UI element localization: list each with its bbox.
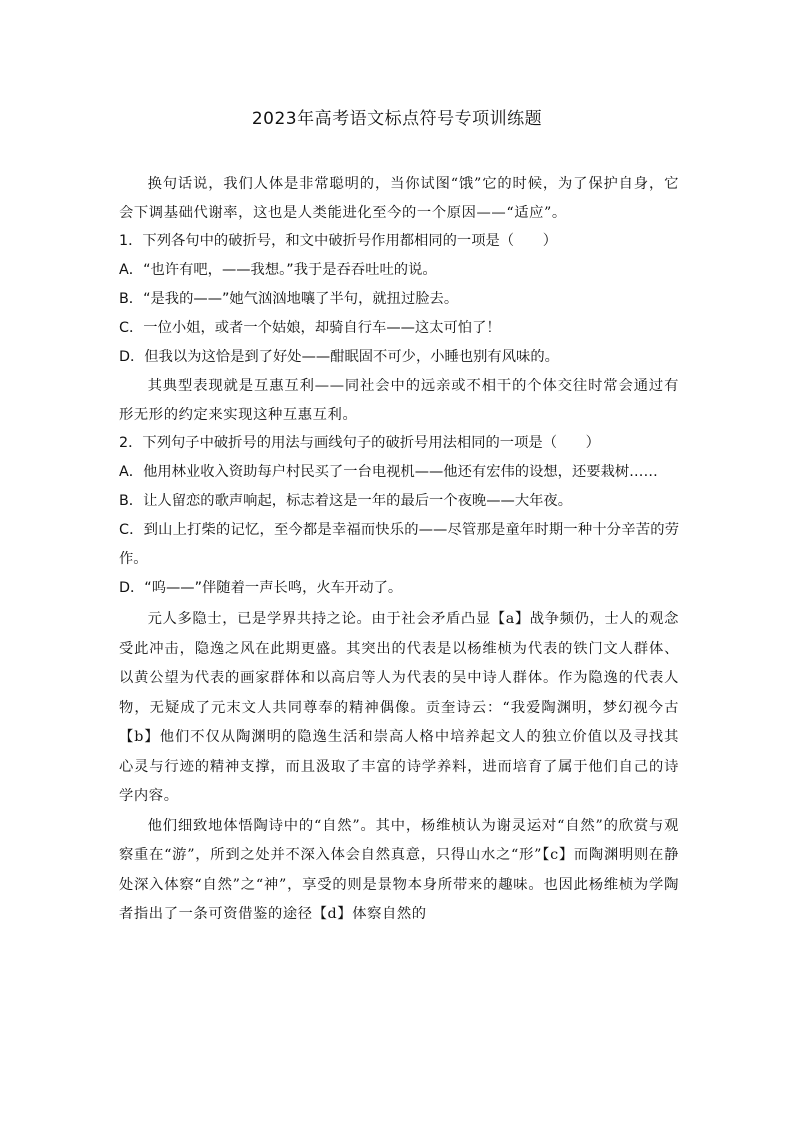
passage-3-paragraph-2: 他们细致地体悟陶诗中的“自然”。其中，杨维桢认为谢灵运对“自然”的欣赏与观察重在“游”，所到之处并不深入体会自然真意，只得山水之“形”【c】而陶渊明则在静处深入体察“自然”之“神”，享受的则是景物本身所带来的趣味。也因此杨维桢为学陶者指出了一条可资借鉴的途径【d】体察自然的 [119, 817, 679, 923]
question-2-option-d: D．“呜——”伴随着一声长鸣，火车开动了。 [119, 580, 403, 597]
question-2-option-b: B．让人留恋的歌声响起，标志着这是一年的最后一个夜晚——大年夜。 [119, 493, 573, 510]
question-1-option-b: B．“是我的——”她气汹汹地嚷了半句，就扭过脸去。 [119, 291, 459, 308]
question-1-option-d: D．但我以为这恰是到了好处——酣眠固不可少，小睡也别有风味的。 [119, 349, 559, 366]
question-2-stem: 2．下列句子中破折号的用法与画线句子的破折号用法相同的一项是（ ） [119, 435, 600, 452]
page-title: 2023年高考语文标点符号专项训练题 [251, 109, 543, 129]
question-2-option-a: A．他用林业收入资助每户村民买了一台电视机——他还有宏伟的设想，还要栽树…… [119, 464, 658, 481]
question-1-option-c: C．一位小姐，或者一个姑娘，却骑自行车——这太可怕了！ [119, 320, 501, 337]
passage-3 [119, 605, 679, 930]
document-body [119, 170, 679, 930]
passage-3-paragraph-1: 元人多隐士，已是学界共持之论。由于社会矛盾凸显【a】战争频仍，士人的观念受此冲击，隐逸之风在此期更盛。其突出的代表是以杨维桢为代表的铁门文人群体、以黄公望为代表的画家群体和以高启等人为代表的吴中诗人群体。作为隐逸的代表人物，无疑成了元末文人共同尊奉的精神偶像。贡奎诗云：“我爱陶渊明，梦幻视今古【b】他们不仅从陶渊明的隐逸生活和崇高人格中培养起文人的独立价值以及寻找其心灵与行迹的精神支撑，而且汲取了丰富的诗学养料，进而培育了属于他们自己的诗学内容。 [119, 611, 679, 805]
passage-2: 其典型表现就是互惠互利——同社会中的远亲或不相干的个体交往时常会通过有形无形的约定来实现这种互惠互利。 [119, 378, 679, 423]
question-1-stem: 1．下列各句中的破折号，和文中破折号作用都相同的一项是（ ） [119, 233, 557, 250]
question-1-option-a: A．“也许有吧，——我想。”我于是吞吞吐吐的说。 [119, 262, 437, 279]
question-2-option-c: C．到山上打柴的记忆，至今都是幸福而快乐的——尽管那是童年时期一种十分辛苦的劳作。 [119, 522, 679, 568]
passage-1: 换句话说，我们人体是非常聪明的，当你试图“饿”它的时候，为了保护自身，它会下调基础代谢率，这也是人类能进化至今的一个原因——“适应”。 [119, 176, 679, 221]
